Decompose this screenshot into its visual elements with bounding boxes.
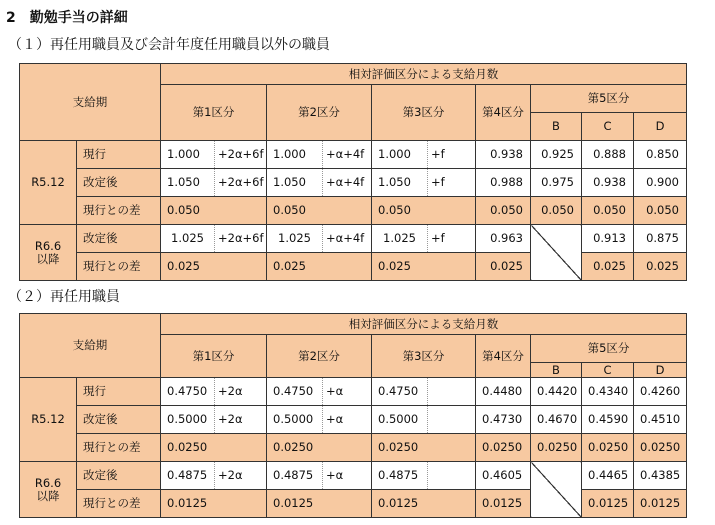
row-label: 現行 [77,378,161,406]
cell-value: 0.4605 [476,462,531,490]
cell-value: 0.875 [634,225,687,253]
cell-diff: 0.025 [267,253,372,281]
cell-diff: 0.0250 [372,434,476,462]
cell-diff: 0.0250 [267,434,372,462]
kubun2-header: 第2区分 [267,335,372,378]
cell-diff: 0.050 [531,197,582,225]
row-label: 現行との差 [77,253,161,281]
kubun5-header: 第5区分 [531,335,687,363]
grade-d-header: D [634,113,687,141]
period-suffix: 以降 [36,488,60,503]
cell-value: 0.4875 [161,462,215,490]
cell-diff: 0.050 [582,197,634,225]
table-row [20,141,687,169]
cell-value: 0.4510 [634,406,687,434]
table-row [20,434,687,462]
section2-table [19,313,687,518]
cell-value: 0.4750 [161,378,215,406]
cell-value: 0.4750 [267,378,323,406]
cell-formula: +α+4f [323,225,372,253]
cell-formula [428,462,476,490]
row-label: 現行 [77,141,161,169]
cell-value: 0.4385 [634,462,687,490]
cell-formula: +α+4f [323,169,372,197]
period-r6-6 [20,462,77,518]
cell-value: 0.5000 [267,406,323,434]
cell-formula: +α+4f [323,141,372,169]
cell-value: 0.938 [582,169,634,197]
kubun3-header: 第3区分 [372,335,476,378]
cell-formula: +2α+6f [215,141,267,169]
cell-value: 0.975 [531,169,582,197]
cell-value: 0.900 [634,169,687,197]
cell-value: 0.4465 [582,462,634,490]
section1-table [19,63,687,281]
table-row [20,378,687,406]
cell-diff: 0.025 [476,253,531,281]
kubun5-header: 第5区分 [531,85,687,113]
kubun4-header: 第4区分 [476,335,531,378]
group-header: 相対評価区分による支給月数 [161,314,687,335]
cell-formula [428,406,476,434]
table-row [20,253,687,281]
cell-value: 0.4590 [582,406,634,434]
cell-value: 1.050 [372,169,428,197]
cell-diff: 0.0250 [531,434,582,462]
cell-value: 0.4340 [582,378,634,406]
cell-value: 1.050 [267,169,323,197]
cell-diff: 0.0250 [476,434,531,462]
table-row [20,197,687,225]
cell-diff: 0.0125 [161,490,267,518]
cell-value: 1.000 [372,141,428,169]
row-label: 現行との差 [77,434,161,462]
kubun1-header: 第1区分 [161,85,267,141]
cell-diff: 0.0125 [267,490,372,518]
cell-diff: 0.050 [476,197,531,225]
cell-formula: +f [428,225,476,253]
cell-diff: 0.0250 [161,434,267,462]
cell-value: 1.050 [161,169,215,197]
section1-title: （１）再任用職員及び会計年度任用職員以外の職員 [8,37,330,53]
cell-value: 0.5000 [372,406,428,434]
kubun1-header: 第1区分 [161,335,267,378]
cell-formula: +2α [215,378,267,406]
cell-diff: 0.050 [634,197,687,225]
period-r6-6 [20,225,77,281]
cell-formula: +2α [215,406,267,434]
grade-d-header: D [634,363,687,378]
cell-value: 0.4420 [531,378,582,406]
cell-value: 0.4670 [531,406,582,434]
table-row [20,490,687,518]
cell-diff: 0.025 [372,253,476,281]
table-row [20,225,687,253]
section2-title: （２）再任用職員 [8,289,120,305]
cell-value: 0.5000 [161,406,215,434]
row-label: 改定後 [77,169,161,197]
grade-c-header: C [582,113,634,141]
cell-diff: 0.050 [161,197,267,225]
kubun4-header: 第4区分 [476,85,531,141]
cell-formula: +2α+6f [215,225,267,253]
cell-value: 0.988 [476,169,531,197]
period-header: 支給期 [20,314,161,378]
row-label: 現行との差 [77,490,161,518]
period-date: R6.6 [34,238,62,253]
cell-diff: 0.0125 [372,490,476,518]
grade-c-header: C [582,363,634,378]
cell-diff: 0.050 [372,197,476,225]
not-applicable-cell [531,462,582,518]
cell-formula: +α [323,462,372,490]
cell-value: 0.888 [582,141,634,169]
cell-value: 1.000 [267,141,323,169]
cell-formula [428,378,476,406]
cell-diff: 0.0125 [582,490,634,518]
row-label: 改定後 [77,225,161,253]
not-applicable-cell [531,225,582,281]
grade-b-header: B [531,113,582,141]
cell-diff: 0.0125 [476,490,531,518]
cell-diff: 0.025 [582,253,634,281]
kubun3-header: 第3区分 [372,85,476,141]
cell-value: 0.4875 [267,462,323,490]
cell-formula: +2α+6f [215,169,267,197]
cell-value: 0.4480 [476,378,531,406]
cell-formula: +f [428,141,476,169]
cell-value: 1.025 [161,225,215,253]
cell-value: 0.850 [634,141,687,169]
period-header: 支給期 [20,64,161,141]
cell-value: 0.4260 [634,378,687,406]
cell-diff: 0.050 [267,197,372,225]
cell-diff: 0.025 [634,253,687,281]
group-header: 相対評価区分による支給月数 [161,64,687,85]
period-suffix: 以降 [36,251,60,266]
cell-value: 0.925 [531,141,582,169]
row-label: 改定後 [77,406,161,434]
cell-value: 1.000 [161,141,215,169]
period-r5-12: R5.12 [20,141,77,225]
page-heading: 2 勤勉手当の詳細 [6,10,128,26]
cell-diff: 0.025 [161,253,267,281]
cell-value: 0.4750 [372,378,428,406]
cell-formula: +α [323,406,372,434]
row-label: 改定後 [77,462,161,490]
cell-value: 1.025 [372,225,428,253]
cell-diff: 0.0125 [634,490,687,518]
cell-value: 0.938 [476,141,531,169]
grade-b-header: B [531,363,582,378]
cell-formula: +2α [215,462,267,490]
cell-value: 0.4875 [372,462,428,490]
cell-diff: 0.0250 [582,434,634,462]
row-label: 現行との差 [77,197,161,225]
period-date: R6.6 [34,475,62,490]
cell-formula: +α [323,378,372,406]
table-row [20,406,687,434]
table-row [20,462,687,490]
cell-value: 0.4730 [476,406,531,434]
cell-value: 0.913 [582,225,634,253]
cell-value: 0.963 [476,225,531,253]
cell-value: 1.025 [267,225,323,253]
table-row [20,169,687,197]
cell-formula: +f [428,169,476,197]
kubun2-header: 第2区分 [267,85,372,141]
period-r5-12: R5.12 [20,378,77,462]
cell-diff: 0.0250 [634,434,687,462]
